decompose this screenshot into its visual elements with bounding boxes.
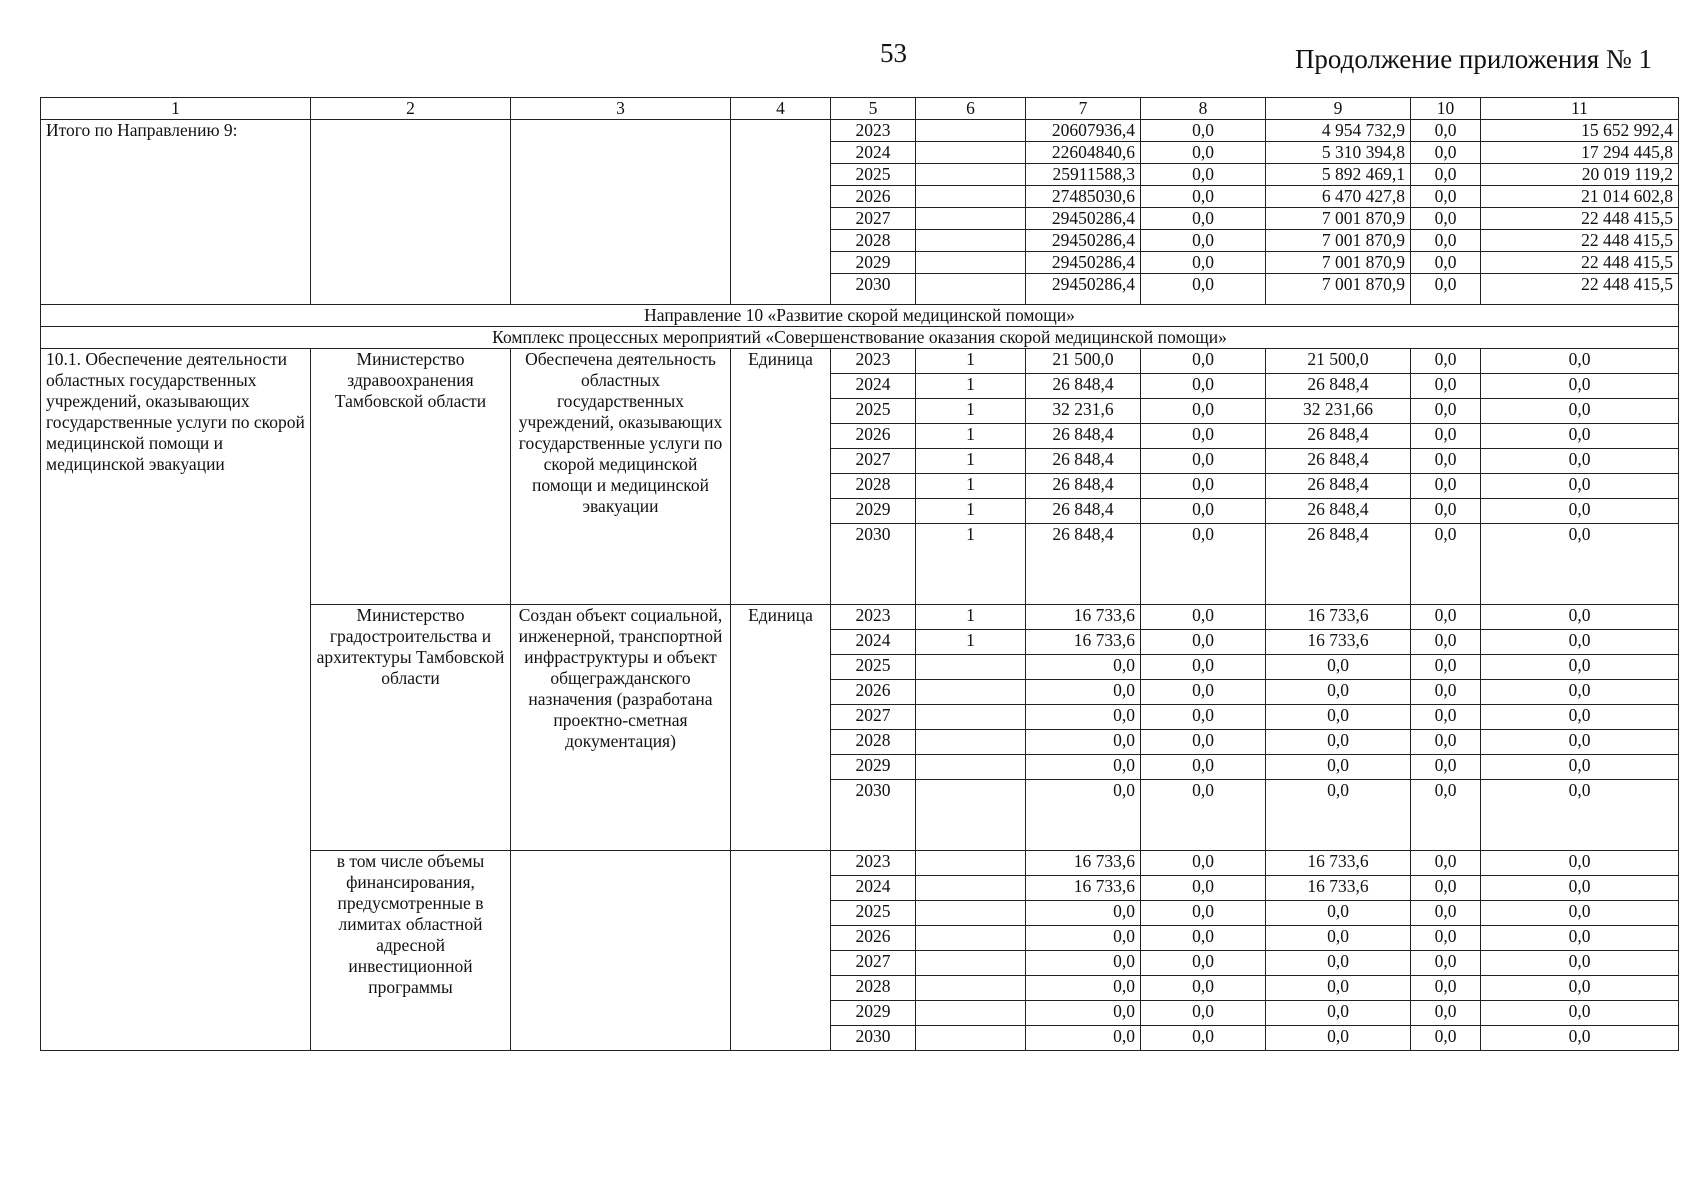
value-cell: 0,0	[1141, 274, 1266, 305]
value-cell: 22604840,6	[1026, 142, 1141, 164]
continuation-title: Продолжение приложения № 1	[1294, 44, 1652, 74]
direction-title: Направление 10 «Развитие скорой медицинской помощи»	[41, 305, 1679, 327]
value-cell: 0,0	[1141, 1001, 1266, 1026]
complex-row	[41, 327, 1679, 349]
value-cell: 26 848,4	[1026, 474, 1141, 499]
year-cell: 2025	[831, 164, 916, 186]
unit-cell: Единица	[731, 349, 831, 605]
year-cell: 2023	[831, 120, 916, 142]
result-cell: Создан объект социальной, инженерной, транспортной инфраструктуры и объект общегражданского назначения (разработана проектно-сметная документация)	[511, 605, 731, 851]
year-cell: 2030	[831, 780, 916, 851]
value-cell: 0,0	[1026, 951, 1141, 976]
value-cell: 17 294 445,8	[1481, 142, 1679, 164]
value-cell: 0,0	[1141, 499, 1266, 524]
value-cell: 0,0	[1481, 630, 1679, 655]
value-cell: 0,0	[1411, 349, 1481, 374]
value-cell: 26 848,4	[1266, 499, 1411, 524]
value-cell: 0,0	[1266, 780, 1411, 851]
year-cell: 2024	[831, 374, 916, 399]
year-cell: 2029	[831, 499, 916, 524]
value-cell: 29450286,4	[1026, 208, 1141, 230]
complex-title: Комплекс процессных мероприятий «Совершенствование оказания скорой медицинской помощи»	[41, 327, 1679, 349]
value-cell: 0,0	[1411, 399, 1481, 424]
year-cell: 2030	[831, 274, 916, 305]
value-cell: 7 001 870,9	[1266, 252, 1411, 274]
year-cell: 2029	[831, 1001, 916, 1026]
value-cell	[916, 876, 1026, 901]
value-cell: 29450286,4	[1026, 274, 1141, 305]
value-cell	[916, 274, 1026, 305]
year-cell: 2025	[831, 399, 916, 424]
item-title: 10.1. Обеспечение деятельности областных государственных учреждений, оказывающих государственные услуги по скорой медицинской помощи и медицинской эвакуации	[41, 349, 311, 1051]
value-cell: 0,0	[1411, 524, 1481, 605]
value-cell: 1	[916, 474, 1026, 499]
value-cell: 0,0	[1411, 208, 1481, 230]
column-number: 5	[831, 98, 916, 120]
value-cell: 0,0	[1266, 705, 1411, 730]
value-cell: 1	[916, 605, 1026, 630]
value-cell: 0,0	[1141, 680, 1266, 705]
year-cell: 2029	[831, 252, 916, 274]
value-cell: 0,0	[1141, 605, 1266, 630]
year-cell: 2024	[831, 876, 916, 901]
year-cell: 2023	[831, 349, 916, 374]
value-cell: 6 470 427,8	[1266, 186, 1411, 208]
value-cell: 1	[916, 349, 1026, 374]
year-cell: 2024	[831, 142, 916, 164]
value-cell: 26 848,4	[1266, 424, 1411, 449]
value-cell: 0,0	[1411, 499, 1481, 524]
value-cell: 0,0	[1411, 374, 1481, 399]
value-cell: 0,0	[1141, 424, 1266, 449]
value-cell: 0,0	[1141, 374, 1266, 399]
value-cell: 0,0	[1141, 655, 1266, 680]
value-cell: 0,0	[1411, 951, 1481, 976]
value-cell: 1	[916, 630, 1026, 655]
value-cell: 0,0	[1481, 499, 1679, 524]
value-cell: 0,0	[1266, 730, 1411, 755]
value-cell	[916, 755, 1026, 780]
value-cell: 20 019 119,2	[1481, 164, 1679, 186]
value-cell: 0,0	[1141, 926, 1266, 951]
result-cell	[511, 851, 731, 1051]
value-cell: 0,0	[1411, 605, 1481, 630]
value-cell: 29450286,4	[1026, 230, 1141, 252]
value-cell: 16 733,6	[1266, 876, 1411, 901]
value-cell: 0,0	[1411, 164, 1481, 186]
value-cell: 1	[916, 424, 1026, 449]
value-cell: 0,0	[1411, 1026, 1481, 1051]
column-number: 2	[311, 98, 511, 120]
value-cell: 0,0	[1481, 780, 1679, 851]
value-cell: 0,0	[1026, 926, 1141, 951]
value-cell	[916, 780, 1026, 851]
value-cell: 0,0	[1481, 605, 1679, 630]
value-cell: 0,0	[1141, 474, 1266, 499]
value-cell	[916, 730, 1026, 755]
value-cell	[916, 951, 1026, 976]
value-cell	[916, 186, 1026, 208]
value-cell: 0,0	[1026, 976, 1141, 1001]
value-cell: 0,0	[1411, 901, 1481, 926]
year-cell: 2025	[831, 655, 916, 680]
value-cell: 0,0	[1481, 474, 1679, 499]
value-cell: 0,0	[1266, 655, 1411, 680]
page-number: 53	[880, 38, 907, 68]
value-cell: 0,0	[1141, 730, 1266, 755]
column-number: 11	[1481, 98, 1679, 120]
value-cell: 0,0	[1266, 1001, 1411, 1026]
executor-cell: Министерство градостроительства и архитектуры Тамбовской области	[311, 605, 511, 851]
value-cell	[916, 655, 1026, 680]
value-cell: 0,0	[1481, 951, 1679, 976]
value-cell: 0,0	[1481, 349, 1679, 374]
value-cell	[916, 926, 1026, 951]
total-label: Итого по Направлению 9:	[41, 120, 311, 305]
value-cell: 32 231,66	[1266, 399, 1411, 424]
result-cell: Обеспечена деятельность областных государственных учреждений, оказывающих государственные услуги по скорой медицинской помощи и медицинской эвакуации	[511, 349, 731, 605]
value-cell: 0,0	[1141, 186, 1266, 208]
value-cell: 0,0	[1026, 680, 1141, 705]
value-cell: 0,0	[1141, 951, 1266, 976]
year-cell: 2027	[831, 449, 916, 474]
value-cell: 0,0	[1411, 755, 1481, 780]
year-cell: 2030	[831, 524, 916, 605]
value-cell: 26 848,4	[1266, 524, 1411, 605]
year-cell: 2028	[831, 976, 916, 1001]
value-cell: 26 848,4	[1026, 424, 1141, 449]
value-cell	[916, 705, 1026, 730]
value-cell: 16 733,6	[1266, 630, 1411, 655]
value-cell: 0,0	[1481, 730, 1679, 755]
value-cell: 0,0	[1141, 399, 1266, 424]
value-cell: 0,0	[1411, 424, 1481, 449]
column-number: 3	[511, 98, 731, 120]
value-cell	[916, 230, 1026, 252]
value-cell: 0,0	[1481, 705, 1679, 730]
column-number: 1	[41, 98, 311, 120]
value-cell: 20607936,4	[1026, 120, 1141, 142]
value-cell: 1	[916, 374, 1026, 399]
value-cell: 0,0	[1026, 901, 1141, 926]
financing-table	[40, 97, 1679, 1051]
value-cell: 0,0	[1481, 374, 1679, 399]
unit-cell: Единица	[731, 605, 831, 851]
value-cell: 22 448 415,5	[1481, 252, 1679, 274]
value-cell: 0,0	[1141, 524, 1266, 605]
value-cell: 16 733,6	[1026, 630, 1141, 655]
value-cell	[916, 901, 1026, 926]
year-cell: 2028	[831, 230, 916, 252]
value-cell: 21 014 602,8	[1481, 186, 1679, 208]
value-cell: 22 448 415,5	[1481, 230, 1679, 252]
value-cell: 0,0	[1411, 680, 1481, 705]
year-cell: 2023	[831, 605, 916, 630]
empty-cell	[511, 120, 731, 305]
value-cell	[916, 120, 1026, 142]
year-cell: 2030	[831, 1026, 916, 1051]
value-cell: 26 848,4	[1266, 449, 1411, 474]
value-cell: 0,0	[1411, 186, 1481, 208]
value-cell: 0,0	[1411, 780, 1481, 851]
value-cell: 0,0	[1411, 142, 1481, 164]
column-number: 8	[1141, 98, 1266, 120]
table-row	[41, 120, 1679, 142]
value-cell: 0,0	[1141, 208, 1266, 230]
value-cell: 0,0	[1481, 926, 1679, 951]
value-cell: 0,0	[1481, 399, 1679, 424]
value-cell: 0,0	[1411, 655, 1481, 680]
value-cell: 0,0	[1481, 901, 1679, 926]
value-cell: 0,0	[1411, 630, 1481, 655]
value-cell: 0,0	[1026, 705, 1141, 730]
value-cell: 26 848,4	[1266, 474, 1411, 499]
value-cell: 0,0	[1481, 1001, 1679, 1026]
year-cell: 2025	[831, 901, 916, 926]
year-cell: 2024	[831, 630, 916, 655]
value-cell: 1	[916, 524, 1026, 605]
value-cell: 16 733,6	[1026, 851, 1141, 876]
value-cell: 0,0	[1411, 449, 1481, 474]
value-cell: 0,0	[1266, 755, 1411, 780]
value-cell: 0,0	[1411, 926, 1481, 951]
column-number: 10	[1411, 98, 1481, 120]
value-cell: 0,0	[1481, 680, 1679, 705]
value-cell: 0,0	[1411, 120, 1481, 142]
value-cell: 0,0	[1411, 1001, 1481, 1026]
year-cell: 2023	[831, 851, 916, 876]
value-cell: 0,0	[1141, 349, 1266, 374]
value-cell: 7 001 870,9	[1266, 274, 1411, 305]
value-cell: 0,0	[1026, 655, 1141, 680]
value-cell: 16 733,6	[1026, 876, 1141, 901]
value-cell: 1	[916, 499, 1026, 524]
value-cell: 27485030,6	[1026, 186, 1141, 208]
value-cell: 1	[916, 449, 1026, 474]
value-cell: 0,0	[1141, 252, 1266, 274]
value-cell: 0,0	[1411, 851, 1481, 876]
year-cell: 2028	[831, 474, 916, 499]
value-cell: 0,0	[1141, 230, 1266, 252]
value-cell: 0,0	[1481, 1026, 1679, 1051]
value-cell: 0,0	[1481, 976, 1679, 1001]
value-cell: 0,0	[1481, 449, 1679, 474]
column-number: 4	[731, 98, 831, 120]
value-cell: 22 448 415,5	[1481, 208, 1679, 230]
empty-cell	[731, 120, 831, 305]
value-cell: 5 310 394,8	[1266, 142, 1411, 164]
value-cell: 0,0	[1141, 780, 1266, 851]
value-cell	[916, 252, 1026, 274]
value-cell	[916, 1026, 1026, 1051]
value-cell: 16 733,6	[1266, 605, 1411, 630]
value-cell: 0,0	[1481, 755, 1679, 780]
value-cell: 0,0	[1411, 876, 1481, 901]
value-cell: 22 448 415,5	[1481, 274, 1679, 305]
value-cell	[916, 976, 1026, 1001]
value-cell: 1	[916, 399, 1026, 424]
value-cell: 0,0	[1141, 876, 1266, 901]
value-cell: 29450286,4	[1026, 252, 1141, 274]
value-cell: 0,0	[1026, 1001, 1141, 1026]
value-cell: 0,0	[1141, 755, 1266, 780]
unit-cell	[731, 851, 831, 1051]
value-cell	[916, 1001, 1026, 1026]
value-cell: 7 001 870,9	[1266, 230, 1411, 252]
value-cell: 0,0	[1481, 524, 1679, 605]
value-cell	[916, 142, 1026, 164]
year-cell: 2029	[831, 755, 916, 780]
value-cell: 0,0	[1026, 1026, 1141, 1051]
column-number: 6	[916, 98, 1026, 120]
value-cell: 0,0	[1141, 851, 1266, 876]
value-cell: 0,0	[1141, 901, 1266, 926]
value-cell: 0,0	[1141, 164, 1266, 186]
value-cell: 0,0	[1266, 951, 1411, 976]
value-cell: 4 954 732,9	[1266, 120, 1411, 142]
value-cell: 0,0	[1141, 976, 1266, 1001]
empty-cell	[311, 120, 511, 305]
value-cell: 0,0	[1266, 901, 1411, 926]
value-cell: 0,0	[1411, 474, 1481, 499]
year-cell: 2028	[831, 730, 916, 755]
value-cell: 16 733,6	[1026, 605, 1141, 630]
value-cell: 26 848,4	[1026, 524, 1141, 605]
column-number: 7	[1026, 98, 1141, 120]
executor-cell: Министерство здравоохранения Тамбовской области	[311, 349, 511, 605]
table-row	[41, 349, 1679, 374]
value-cell: 0,0	[1026, 755, 1141, 780]
value-cell: 0,0	[1141, 1026, 1266, 1051]
value-cell: 16 733,6	[1266, 851, 1411, 876]
value-cell	[916, 164, 1026, 186]
value-cell	[916, 680, 1026, 705]
value-cell: 25911588,3	[1026, 164, 1141, 186]
year-cell: 2026	[831, 680, 916, 705]
value-cell: 26 848,4	[1026, 449, 1141, 474]
value-cell: 0,0	[1141, 705, 1266, 730]
value-cell: 0,0	[1141, 120, 1266, 142]
executor-cell: в том числе объемы финансирования, предусмотренные в лимитах областной адресной инвестиционной программы	[311, 851, 511, 1051]
value-cell: 0,0	[1026, 730, 1141, 755]
value-cell: 0,0	[1141, 142, 1266, 164]
value-cell: 21 500,0	[1026, 349, 1141, 374]
value-cell: 0,0	[1411, 730, 1481, 755]
value-cell: 0,0	[1411, 230, 1481, 252]
value-cell: 0,0	[1411, 252, 1481, 274]
value-cell: 0,0	[1481, 851, 1679, 876]
value-cell: 0,0	[1141, 630, 1266, 655]
year-cell: 2027	[831, 951, 916, 976]
value-cell: 0,0	[1266, 680, 1411, 705]
value-cell: 0,0	[1026, 780, 1141, 851]
value-cell: 7 001 870,9	[1266, 208, 1411, 230]
direction-row	[41, 305, 1679, 327]
year-cell: 2026	[831, 424, 916, 449]
year-cell: 2027	[831, 208, 916, 230]
column-numbers-row	[41, 98, 1679, 120]
value-cell: 0,0	[1481, 876, 1679, 901]
value-cell: 0,0	[1411, 274, 1481, 305]
value-cell	[916, 851, 1026, 876]
value-cell: 26 848,4	[1026, 499, 1141, 524]
value-cell: 32 231,6	[1026, 399, 1141, 424]
value-cell: 5 892 469,1	[1266, 164, 1411, 186]
value-cell: 26 848,4	[1026, 374, 1141, 399]
value-cell: 15 652 992,4	[1481, 120, 1679, 142]
value-cell: 26 848,4	[1266, 374, 1411, 399]
column-number: 9	[1266, 98, 1411, 120]
value-cell: 0,0	[1481, 655, 1679, 680]
value-cell: 21 500,0	[1266, 349, 1411, 374]
value-cell: 0,0	[1266, 1026, 1411, 1051]
year-cell: 2027	[831, 705, 916, 730]
value-cell: 0,0	[1266, 926, 1411, 951]
year-cell: 2026	[831, 926, 916, 951]
value-cell: 0,0	[1481, 424, 1679, 449]
value-cell: 0,0	[1141, 449, 1266, 474]
value-cell: 0,0	[1266, 976, 1411, 1001]
value-cell	[916, 208, 1026, 230]
value-cell: 0,0	[1411, 705, 1481, 730]
value-cell: 0,0	[1411, 976, 1481, 1001]
year-cell: 2026	[831, 186, 916, 208]
